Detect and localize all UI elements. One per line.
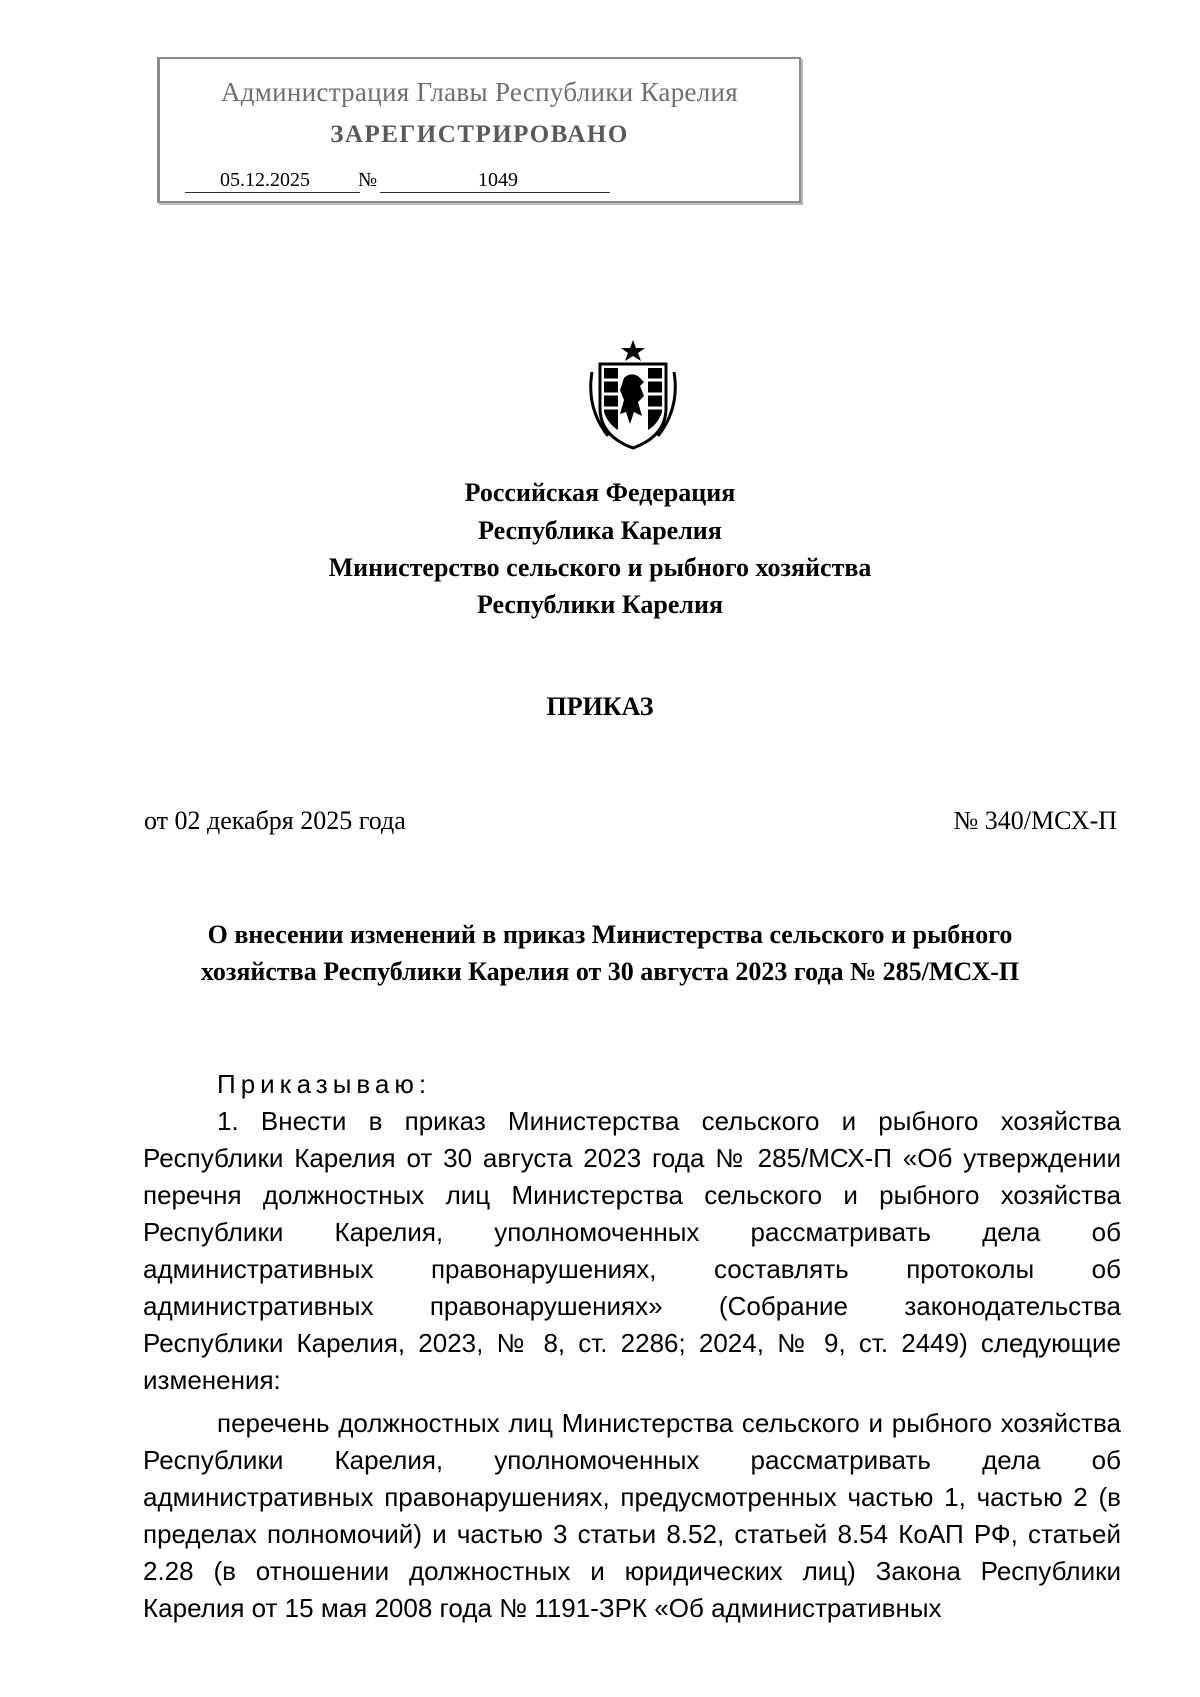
order-number: № 340/МСХ-П xyxy=(953,806,1117,835)
stamp-authority: Администрация Главы Республики Карелия xyxy=(220,77,739,107)
stamp-date-underline xyxy=(185,192,360,193)
stamp-number-underline xyxy=(380,192,610,193)
order-date: от 02 декабря 2025 года xyxy=(144,806,406,835)
stamp-date: 05.12.2025 xyxy=(220,169,310,191)
subject-line-1: О внесении изменений в приказ Министерства сельского и рыбного xyxy=(207,920,1013,949)
stamp-number-sign: № xyxy=(358,169,378,191)
order-subject xyxy=(130,916,1090,990)
header-republic: Республика Карелия xyxy=(478,516,722,545)
body-paragraph-2: перечень должностных лиц Министерства сельского и рыбного хозяйства Республики Карелия, уполномоченных рассматривать дела об административных правонарушениях, предусмотренных частью 1, частью 2 (в пределах полномочий) и частью 3 статьи 8.52, статьей 8.54 КоАП РФ, статьей 2.28 (в отношении должностных и юридических лиц) Закона Республики Карелия от 15 мая 2008 года № 1191-ЗРК «Об административных xyxy=(143,1408,1121,1623)
header-ministry-region: Республики Карелия xyxy=(476,590,724,619)
stamp-registered-label: ЗАРЕГИСТРИРОВАНО xyxy=(330,121,629,148)
header-country: Российская Федерация xyxy=(464,478,736,507)
order-body xyxy=(143,1066,1121,1627)
document-type: ПРИКАЗ xyxy=(546,692,654,721)
subject-line-2: хозяйства Республики Карелия от 30 августа 2023 года № 285/МСХ-П xyxy=(200,957,1020,986)
karelia-coat-of-arms-icon xyxy=(578,338,688,450)
order-word: Приказываю: xyxy=(217,1069,432,1099)
body-paragraph-1: 1. Внести в приказ Министерства сельского и рыбного хозяйства Республики Карелия от 30 августа 2023 года № 285/МСХ-П «Об утверждении перечня должностных лиц Министерства сельского и рыбного хозяйства Республики Карелия, уполномоченных рассматривать дела об административных правонарушениях, составлять протоколы об административных правонарушениях» (Собрание законодательства Республики Карелия, 2023, № 8, ст. 2286; 2024, № 9, ст. 2449) следующие изменения: xyxy=(143,1106,1121,1395)
header-ministry: Министерство сельского и рыбного хозяйства xyxy=(328,553,872,582)
stamp-number: 1049 xyxy=(478,169,518,191)
